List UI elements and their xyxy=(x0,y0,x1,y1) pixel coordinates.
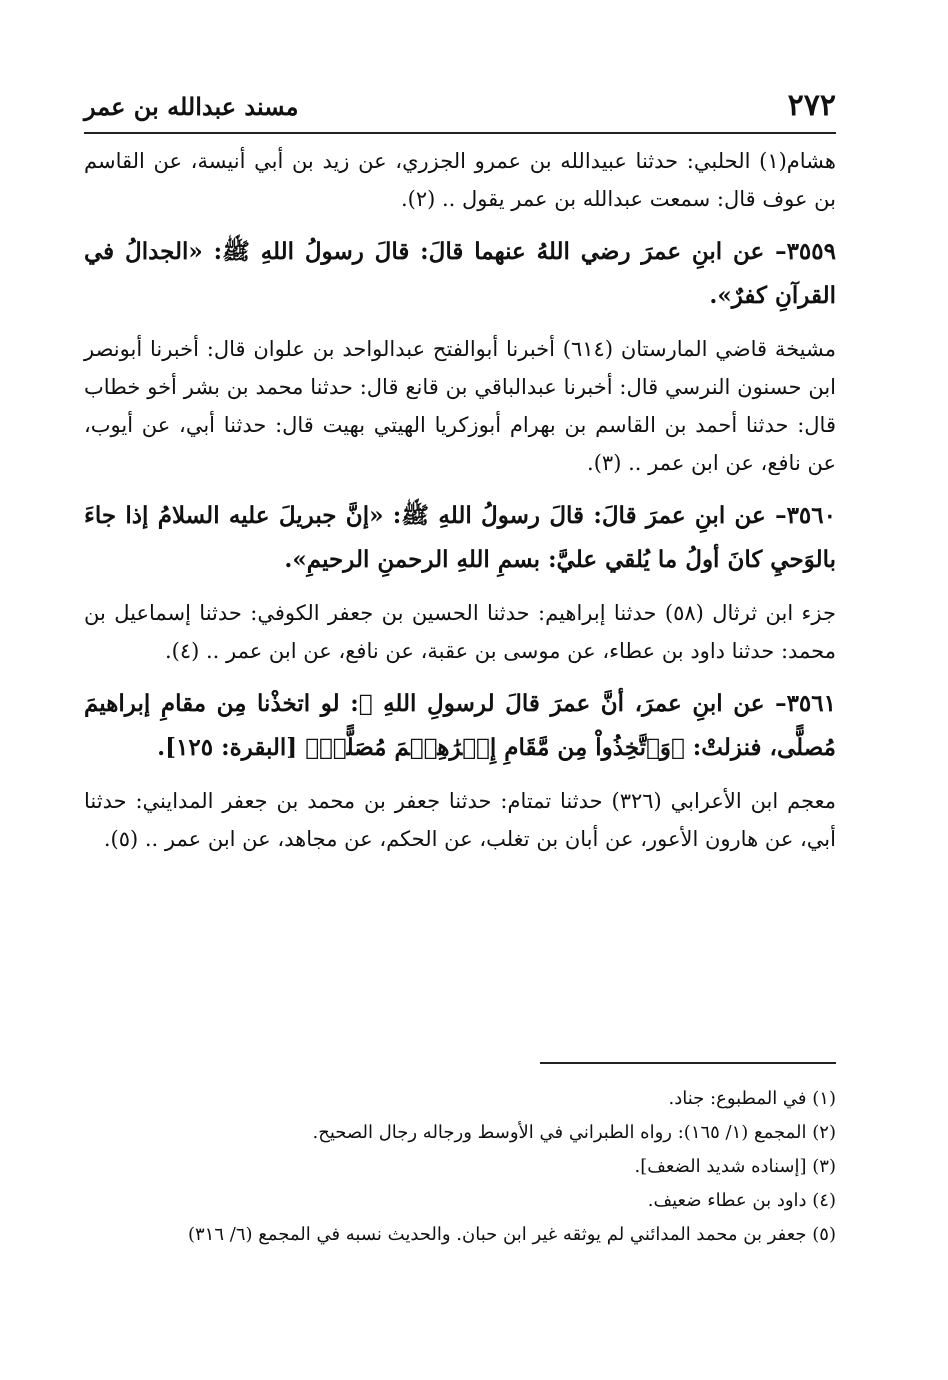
footnote: (١) في المطبوع: جناد. xyxy=(668,1088,836,1109)
hadith-paragraph xyxy=(84,494,836,582)
footnote: (٥) جعفر بن محمد المدائني لم يوثقه غير ابن حبان. والحديث نسبه في المجمع (٦/ ٣١٦) xyxy=(187,1224,836,1245)
hadith-number: ٣٥٥٩ xyxy=(786,238,836,265)
hadith-text: – عن ابنِ عمرَ قالَ: قالَ رسولُ اللهِ ﷺ: «إنَّ جبريلَ عليه السلامُ إذا جاءَ بالوَحيِ كانَ أولُ ما يُلقي عليَّ: بسمِ اللهِ الرحمنِ الرحيمِ». xyxy=(84,502,836,573)
footnote: (٣) [إسناده شديد الضعف]. xyxy=(634,1156,836,1177)
main-text xyxy=(84,142,836,870)
footnote: (٢) المجمع (١/ ١٦٥): رواه الطبراني في الأوسط ورجاله رجال الصحيح. xyxy=(312,1122,836,1143)
hadith-text: – عن ابنِ عمرَ رضي اللهُ عنهما قالَ: قالَ رسولُ اللهِ ﷺ: «الجدالُ في القرآنِ كفرٌ». xyxy=(84,238,836,309)
hadith-paragraph xyxy=(84,682,836,770)
source-paragraph: مشيخة قاضي المارستان (٦١٤) أخبرنا أبوالفتح عبدالواحد بن علوان قال: أخبرنا أبونصر ابن حسنون النرسي قال: أخبرنا عبدالباقي بن قانع قال: حدثنا محمد بن بشر أخو خطاب قال: حدثنا أحمد بن القاسم بن بهرام أبوزكريا الهيتي بهيت قال: حدثنا أبي، عن أيوب، عن نافع، عن ابن عمر .. (٣). xyxy=(84,337,836,475)
hadith-text: – عن ابنِ عمرَ، أنَّ عمرَ قالَ لرسولِ اللهِ ﷺ: لو اتخذْنا مِن مقامِ إبراهيمَ مُصلًّى، فنزلتْ: ﴿وَٱتَّخِذُواْ مِن مَّقَامِ إِبۡرَٰهِـۧمَ مُصَلًّىۖ﴾ [البقرة: ١٢٥]. xyxy=(84,690,836,761)
page-header xyxy=(84,86,836,132)
source-paragraph: جزء ابن ثرثال (٥٨) حدثنا إبراهيم: حدثنا الحسين بن جعفر الكوفي: حدثنا إسماعيل بن محمد: حدثنا داود بن عطاء، عن موسى بن عقبة، عن نافع، عن ابن عمر .. (٤). xyxy=(84,601,836,663)
running-title: مسند عبدالله بن عمر xyxy=(84,92,299,121)
footnotes xyxy=(84,1082,836,1252)
source-paragraph: هشام(١) الحلبي: حدثنا عبيدالله بن عمرو الجزري، عن زيد بن أبي أنيسة، عن القاسم بن عوف قال: سمعت عبدالله بن عمر يقول .. (٢). xyxy=(84,149,836,211)
header-rule xyxy=(84,132,836,134)
hadith-number: ٣٥٦١ xyxy=(786,690,836,717)
footnote: (٤) داود بن عطاء ضعيف. xyxy=(647,1190,836,1211)
hadith-paragraph xyxy=(84,230,836,318)
hadith-number: ٣٥٦٠ xyxy=(786,502,836,529)
source-paragraph: معجم ابن الأعرابي (٣٢٦) حدثنا تمتام: حدثنا جعفر بن محمد بن جعفر المدايني: حدثنا أبي، عن هارون الأعور، عن أبان بن تغلب، عن الحكم، عن مجاهد، عن ابن عمر .. (٥). xyxy=(84,789,837,851)
footnote-separator xyxy=(540,1062,836,1064)
page-number: ٢٧٢ xyxy=(787,88,836,123)
